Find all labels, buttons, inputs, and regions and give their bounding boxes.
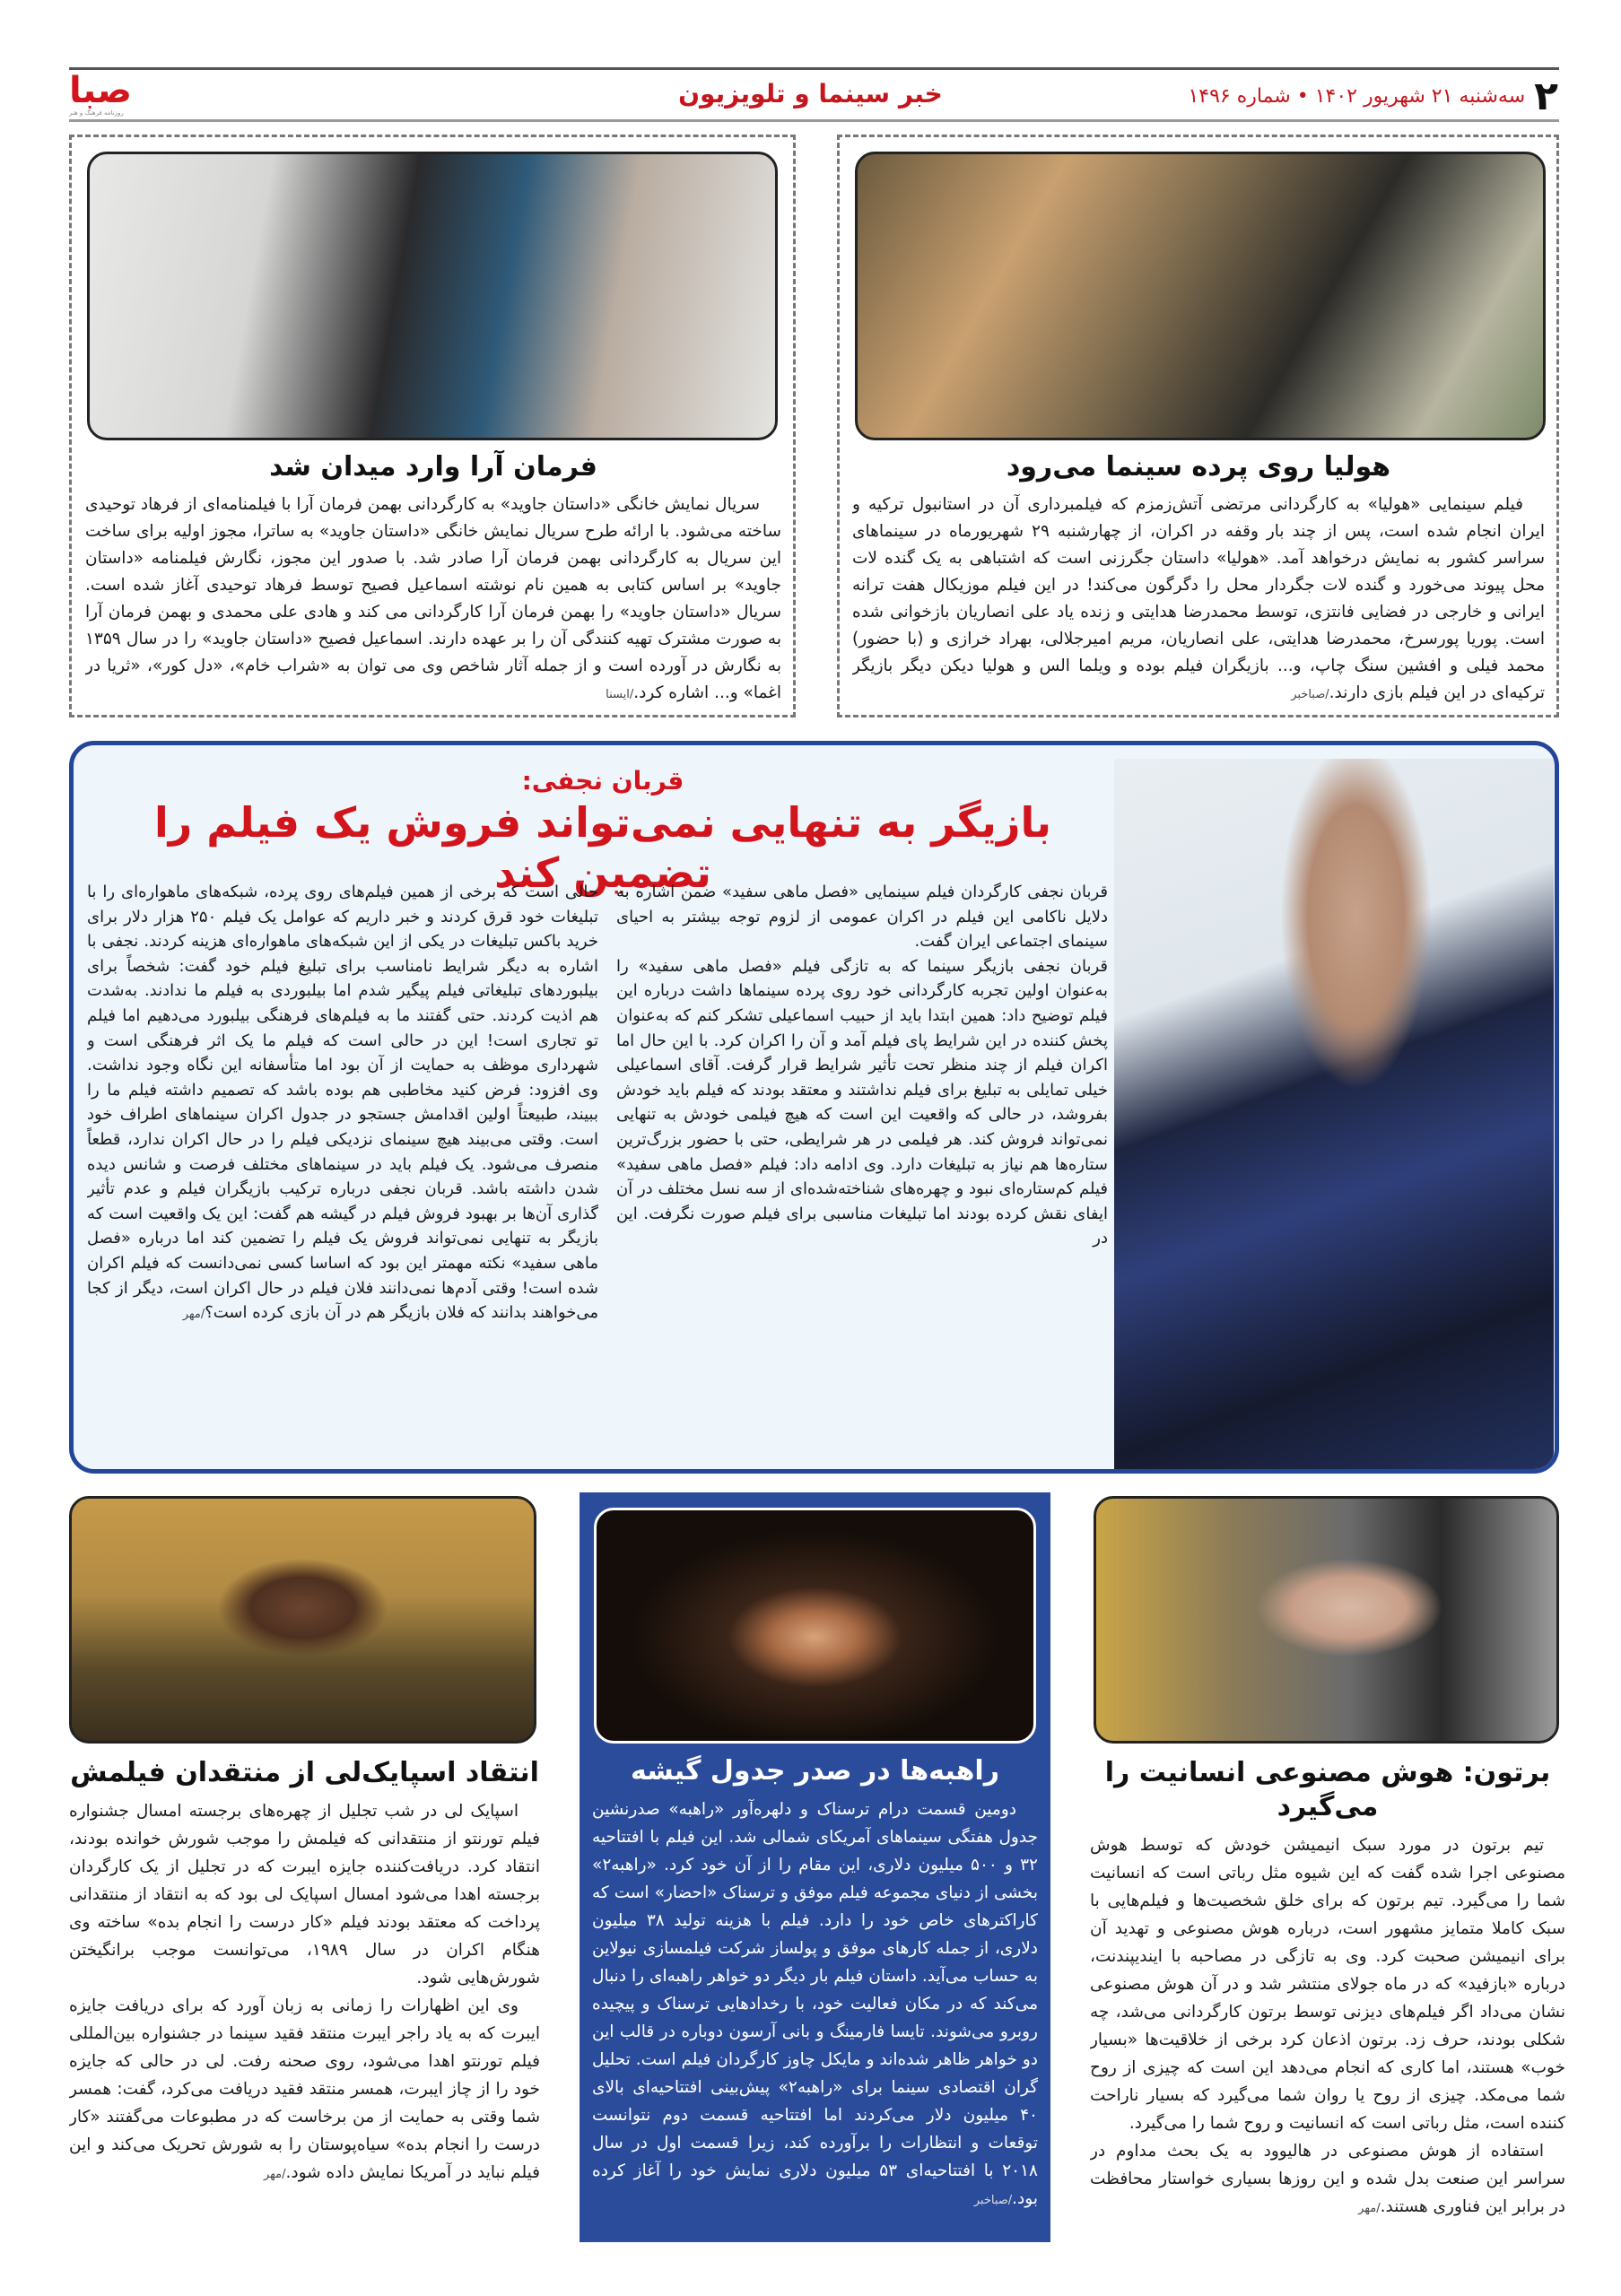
header-date	[1188, 74, 1558, 119]
feature-paragraph-1: قربان نجفی کارگردان فیلم سینمایی «فصل ماهی سفید» ضمن اشاره به دلایل ناکامی این فیلم در اکران عمومی از لزوم توجه بیشتر به احیای سینمای اجتماعی ایران گفت.	[616, 883, 1108, 952]
feature-paragraph-2: قربان نجفی بازیگر سینما که به تازگی فیلم «فصل ماهی سفید» را به‌عنوان اولین تجربه کارگردانی خود روی پرده سینماها داشت درباره این فیلم توضیح داد: همین ابتدا باید از حبیب اسماعیلی تشکر کنم که به‌عنوان پخش کننده در این شرایط پای فیلم آمد و آن را اکران کرد. با این حال اما اکران فیلم از چند منظر تحت تأثیر شرایط قرار گرفت. آقای اسماعیلی خیلی تمایلی به تبلیغ برای فیلم نداشتند و معتقد بودند که فیلم باید خودش بفروشد، در حالی که واقعیت این است که هیچ فیلمی خودش به تنهایی نمی‌تواند فروش کند. هر فیلمی در هر شرایطی، حتی با حضور بزرگ‌ترین ستاره‌ها هم نیاز به تبلیغات دارد. وی ادامه داد: فیلم «فصل ماهی سفید» فیلم کم‌ستاره‌ای نبود و چهره‌های شناخته‌شده‌ای از سه نسل مختلف در آن ایفای نقش کرده بودند اما تبلیغات مناسبی برای فیلم صورت نگرفت. این در	[616, 956, 1108, 1248]
spikelee-paragraph-1: اسپایک لی در شب تجلیل از چهره‌های برجسته امسال جشنواره فیلم تورنتو از منتقدانی که فیلمش را موجب شورش خوانده بودند، انتقاد کرد. دریافت‌کننده جایزه ایبرت که در تجلیل از یک کارگردان برجسته اهدا می‌شود امسال اسپایک لی بود که به انتقاد از منتقدانی پرداخت که معتقد بودند فیلم «کار درست را انجام بده» ساخته وی هنگام اکران در سال ۱۹۸۹، می‌توانست موجب برانگیختن شورش‌هایی شود.	[69, 1802, 540, 1987]
hulia-photo	[855, 152, 1546, 440]
burton-paragraph-2: استفاده از هوش مصنوعی در هالیوود به یک بحث مداوم در سراسر این صنعت بدل شده و این روزها بسیاری خواستار محافظت در برابر این فناوری هستند.	[1090, 2142, 1565, 2216]
nun-photo	[594, 1508, 1036, 1744]
farmanara-title: فرمان آرا وارد میدان شد	[269, 451, 597, 483]
logo-text: صبا	[69, 70, 132, 111]
najafi-photo	[1114, 759, 1554, 1472]
farmanara-photo	[87, 152, 778, 440]
nun-article	[592, 1754, 1038, 2235]
header-top-rule	[69, 67, 1559, 70]
hulia-source: /صباخبر	[1291, 688, 1329, 701]
hulia-text: فیلم سینمایی «هولیا» به کارگردانی مرتضی آتش‌زمزم که فیلمبرداری آن در استانبول ترکیه و ایران انجام شده است، پس از چند بار وقفه در اکران، از چهارشنبه ۲۹ شهریورماه در سینماهای سراسر کشور به نمایش درخواهد آمد. «هولیا» داستان جگرزنی است که اشتباهی به یک گنده لات محل پیوند می‌خورد و گنده لات جگردار محل را دگرگون می‌کند! در این فیلم موزیکال هفت ترانه ایرانی و خارجی در فضایی فانتزی، توسط محمدرضا هدایتی و زنده یاد علی انصاریان بازخوانی شده است. پوریا پورسرخ، محمدرضا هدایتی، علی انصاریان، مریم امیرجلالی، بهراد خرازی و (با حضور) محمد فیلی و افشین سنگ چاپ، و... بازیگران فیلم بوده و ویلما الس و هولیا دیکن دیگر بازیگر ترکیه‌ای در این فیلم بازی دارند.	[852, 495, 1545, 702]
spikelee-source: /مهر	[263, 2168, 286, 2181]
nun-body	[592, 1796, 1038, 2235]
nun-article-box	[580, 1492, 1050, 2242]
logo-tagline: روزنامه فرهنگ و هنر	[69, 109, 124, 117]
burton-paragraph-1: تیم برتون در مورد سبک انیمیشن خودش که توسط هوش مصنوعی اجرا شده گفت که این شیوه مثل رباتی است که انسانیت شما را می‌گیرد. تیم برتون که برای خلق شخصیت‌ها و فیلم‌هایی با سبک کاملا متمایز مشهور است، درباره هوش مصنوعی و تهدید آن برای انیمیشن صحبت کرد. وی به تازگی در مصاحبه با ایندیپندنت، درباره «بازفید» که در ماه جولای منتشر شد و در آن هوش مصنوعی نشان می‌داد اگر فیلم‌های دیزنی توسط برتون کارگردانی می‌شد، چه شکلی بودند، حرف زد. برتون اذعان کرد برخی از خلاقیت‌ها «بسیار خوب» هستند، اما کاری که انجام می‌دهد این است که چیزی از روح شما می‌مکد. چیزی از روح یا روان شما می‌گیرد که بسیار ناراحت کننده است، مثل رباتی است که انسانیت و روح شما را می‌گیرد.	[1090, 1836, 1565, 2133]
spikelee-photo	[69, 1496, 536, 1744]
spikelee-article	[69, 1756, 540, 2240]
feature-kicker: قربان نجفی:	[521, 766, 684, 796]
burton-title: برتون: هوش مصنوعی انسانیت را می‌گیرد	[1104, 1757, 1551, 1822]
newspaper-logo	[69, 72, 204, 117]
header-bottom-rule	[69, 119, 1559, 122]
burton-article	[1090, 1756, 1565, 2240]
burton-body	[1090, 1831, 1565, 2240]
burton-source: /مهر	[1358, 2202, 1381, 2215]
section-title: خبر سینما و تلویزیون	[678, 79, 943, 109]
farmanara-source: /ایسنا	[606, 688, 634, 701]
hulia-article	[852, 450, 1545, 712]
nun-source: /صباخبر	[973, 2194, 1013, 2207]
spikelee-title: انتقاد اسپایک‌لی از منتقدان فیلمش	[70, 1757, 539, 1788]
farmanara-body	[85, 491, 781, 712]
feature-column-2	[87, 880, 598, 1458]
feature-column-1	[616, 880, 1108, 1458]
burton-photo	[1094, 1496, 1559, 1744]
farmanara-article	[85, 450, 781, 712]
feature-heading	[83, 765, 1123, 898]
feature-article	[69, 741, 1559, 1474]
feature-columns	[87, 880, 1108, 1458]
feature-source: /مهر	[182, 1308, 205, 1322]
farmanara-text: سریال نمایش خانگی «داستان جاوید» به کارگردانی بهمن فرمان آرا با فیلمنامه‌ای از فرهاد توحیدی ساخته می‌شود. با ارائه طرح سریال نمایش خانگی «داستان جاوید» به ساترا، مجوز اولیه برای ساخت این سریال به کارگردانی بهمن فرمان آرا صادر شد. با صدور این مجوز، نگارش فیلمنامه «داستان جاوید» بر اساس کتابی به همین نام نوشته اسماعیل فصیح توسط فرهاد توحیدی آغاز شده است. سریال «داستان جاوید» را بهمن فرمان آرا کارگردانی می کند و هادی علی محمدی و بهمن فرمان آرا به صورت مشترک تهیه کنندگی آن را بر عهده دارند. اسماعیل فصیح «داستان جاوید» را در سال ۱۳۵۹ به نگارش در آورده است و از جمله آثار شاخص وی می توان به «شراب خام»، «دل کور»، «ثریا در اغما» و... اشاره کرد.	[85, 495, 781, 702]
spikelee-body	[69, 1797, 540, 2240]
spikelee-paragraph-2: وی این اظهارات را زمانی به زبان آورد که برای دریافت جایزه ایبرت که به یاد راجر ایبرت منتقد فقید سینما در جشنواره بین‌المللی فیلم تورنتو اهدا می‌شود، روی صحنه رفت. لی در حالی که جایزه خود را از چاز ایبرت، همسر منتقد فقید دریافت می‌کرد، گفت: همسر شما وقتی به حمایت از من برخاست که در مطبوعات می‌گفتند «کار درست را انجام بده» سیاه‌پوستان را به شورش تحریک می‌کند و این فیلم نباید در آمریکا نمایش داده شود.	[69, 1996, 540, 2182]
date-issue: سه‌شنبه ۲۱ شهریور ۱۴۰۲ • شماره ۱۴۹۶	[1188, 85, 1526, 108]
feature-column-2-text: حالی است که برخی از همین فیلم‌های روی پرده، شبکه‌های ماهواره‌ای را با تبلیغات خود قرق کردند و خبر داریم که عوامل یک فیلم ۲۵۰ هزار دلار برای خرید باکس تبلیغات در یکی از این شبکه‌های ماهواره‌ای هزینه کردند. نجفی با اشاره به دیگر شرایط نامناسب برای تبلیغ فیلم خود گفت: شخصاً برای بیلبوردهای تبلیغاتی فیلم پیگیر شدم اما بیلبوردی به فیلم ما ندادند. به‌شدت هم اذیت کردند. حتی گفتند ما به فیلم‌های فرهنگی بیلبورد می‌دهیم اما فیلم تو تجاری است! این در حالی است که فیلم ما یک اثر فرهنگی است و شهرداری موظف به حمایت از آن بود اما متأسفانه این نگاه وجود نداشت. وی افزود: فرض کنید مخاطبی هم بوده باشد که تصمیم داشته فیلم ما را ببیند، طبیعتاً اولین اقدامش جستجو در جدول اکران سینماهای اطراف خود است. وقتی می‌بیند هیچ سینمای نزدیکی فیلم را در حال اکران ندارد، قطعاً منصرف می‌شود. یک فیلم باید در سینماهای مختلف فرصت و شانس دیده شدن داشته باشد. قربان نجفی درباره ترکیب بازیگران فیلم و عدم تأثیر گذاری آن‌ها بر بهبود فروش فیلم در گیشه هم گفت: این یک واقعیت است که بازیگر به تنهایی نمی‌تواند فروش یک فیلم را تضمین کند اما درباره «فصل ماهی سفید» نکته مهمتر این بود که اساسا کسی نمی‌دانست که فیلم اکران شده است! وقتی آدم‌ها نمی‌دانند فلان فیلم در حال اکران است، دیگر از کجا می‌خواهند بدانند که فلان بازیگر هم در آن بازی کرده است؟	[87, 883, 598, 1323]
hulia-body	[852, 491, 1545, 712]
nun-text: دومین قسمت درام ترسناک و دلهره‌آور «راهبه» صدرنشین جدول هفتگی سینماهای آمریکای شمالی شد. این فیلم با افتتاحیه ۳۲ و ۵۰۰ میلیون دلاری، این مقام را از آن خود کرد. «راهبه۲» بخشی از دنیای مجموعه فیلم موفق و ترسناک «احضار» است که کاراکترهای خاص خود را دارد. فیلم با هزینه تولید ۳۸ میلیون دلاری، از جمله کارهای موفق و پولساز شرکت فیلمسازی نیولاین به حساب می‌آید. داستان فیلم بار دیگر دو خواهر راهبه‌ای را دنبال می‌کند که در مکان فعالیت خود، با رخدادهایی ترسناک و پیچیده روبرو می‌شوند. تایسا فارمینگ و بانی آرسون دوباره در قالب این دو خواهر ظاهر شده‌اند و مایکل چاوز کارگردان فیلم است. تحلیل گران اقتصادی سینما برای «راهبه۲» پیش‌بینی افتتاحیه‌ای بالای ۴۰ میلیون دلار می‌کردند اما افتتاحیه قسمت دوم نتوانست توقعات و انتظارات را برآورده کند، زیرا قسمت اول در سال ۲۰۱۸ با افتتاحیه‌ای ۵۳ میلیون دلاری نمایش خود را آغاز کرده بود.	[592, 1800, 1038, 2208]
hulia-title: هولیا روی پرده سینما می‌رود	[1006, 451, 1391, 483]
page-number: ۲	[1534, 74, 1558, 119]
nun-title: راهبه‌ها در صدر جدول گیشه	[631, 1755, 999, 1787]
feature-headline: بازیگر به تنهایی نمی‌تواند فروش یک فیلم را تضمین کند	[154, 798, 1051, 897]
